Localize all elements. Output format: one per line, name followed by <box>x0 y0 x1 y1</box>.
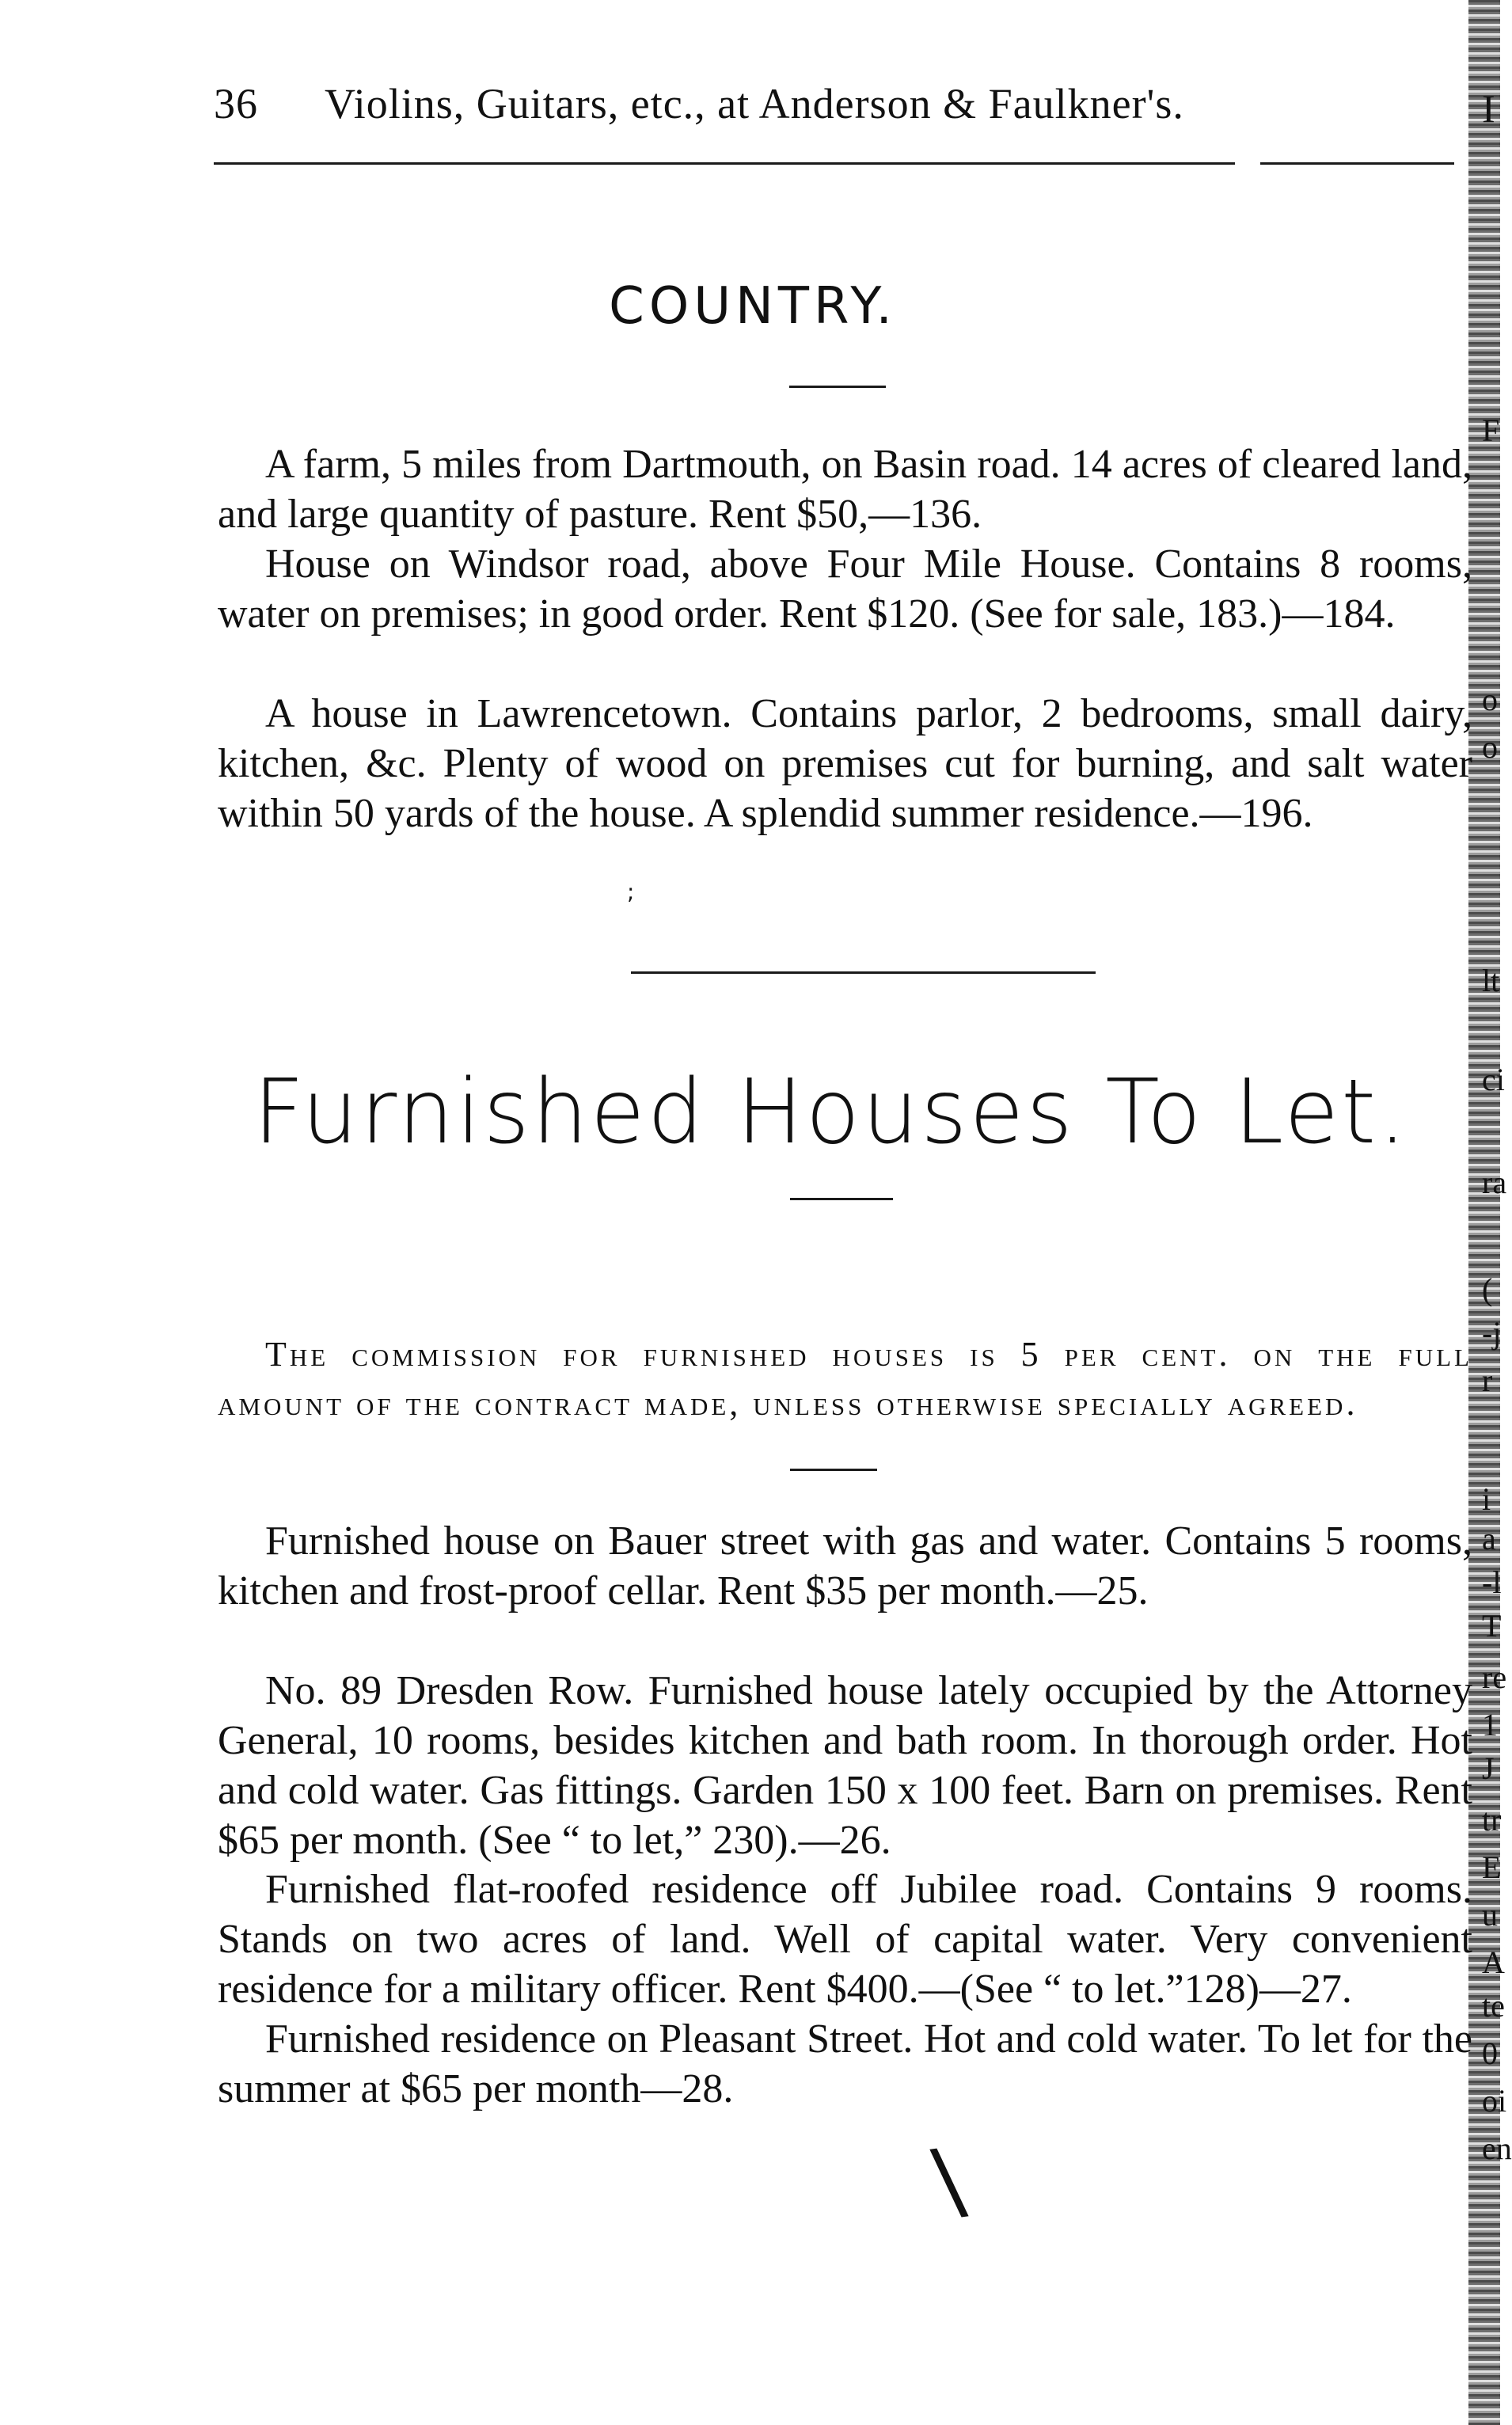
margin-fragment: o <box>1482 729 1498 765</box>
margin-fragment: re <box>1482 1659 1507 1695</box>
section-title-country: COUNTRY. <box>609 277 897 336</box>
margin-fragment: 1 <box>1482 1707 1498 1743</box>
header-rule-left <box>214 162 1235 165</box>
furnished-title-rule <box>790 1198 893 1200</box>
margin-fragment: T <box>1482 1608 1502 1644</box>
margin-fragment: r <box>1482 1363 1493 1398</box>
margin-fragment: J <box>1482 1750 1495 1786</box>
commission-notice: The commission for furnished houses is 5 per cent. on the full amount of the contract made, unless otherwise specially agreed. <box>218 1335 1472 1423</box>
header-rule-right <box>1260 162 1454 165</box>
margin-fragment: o <box>1482 682 1498 717</box>
listing-furnished-pleasant: Furnished residence on Pleasant Street. Hot and cold water. To let for the summer at $65 per month—28. <box>218 2016 1472 2111</box>
margin-fragment: oi <box>1482 2083 1507 2119</box>
running-header <box>214 79 1370 128</box>
margin-fragment: ra <box>1482 1165 1507 1200</box>
margin-fragment: -j <box>1482 1315 1502 1351</box>
notice-rule <box>790 1469 877 1471</box>
margin-fragment: i <box>1482 1481 1491 1517</box>
listing-furnished-jubilee: Furnished flat-roofed residence off Jubilee road. Contains 9 rooms. Stands on two acres of land. Well of capital water. Very convenient residence for a military officer. Rent $400.—(See “ to let.”128)—27. <box>218 1867 1472 2012</box>
margin-fragment: a <box>1482 1521 1496 1556</box>
margin-fragment: te <box>1482 1988 1505 2024</box>
section-title-furnished: Furnished Houses To Let. <box>253 1061 1409 1164</box>
margin-fragment: ( <box>1482 1271 1493 1307</box>
margin-fragment: F <box>1482 412 1500 448</box>
margin-header-glyph: I <box>1482 86 1495 131</box>
listing-country-windsor: House on Windsor road, above Four Mile House. Contains 8 rooms, water on premises; in good order. Rent $120. (See for sale, 183.)—184. <box>218 542 1472 637</box>
listing-country-farm: A farm, 5 miles from Dartmouth, on Basin road. 14 acres of cleared land, and large quantity of pasture. Rent $50,—136. <box>218 442 1472 537</box>
margin-fragment: lt <box>1482 963 1500 998</box>
listing-furnished-bauer: Furnished house on Bauer street with gas and water. Contains 5 rooms, kitchen and frost-proof cellar. Rent $35 per month.—25. <box>218 1518 1472 1613</box>
stray-dot-mark: ; <box>627 879 635 905</box>
margin-fragment: A <box>1482 1944 1505 1980</box>
margin-fragment: u <box>1482 1897 1498 1933</box>
listing-country-lawrencetown: A house in Lawrencetown. Contains parlor, 2 bedrooms, small dairy, kitchen, &c. Plenty of wood on premises cut for burning, and salt water within 50 yards of the house. A splendid summer residence.—196. <box>218 691 1472 836</box>
running-head: Violins, Guitars, etc., at Anderson & Faulkner's. <box>325 80 1184 127</box>
stray-backslash-mark: \ <box>927 2128 971 2233</box>
country-title-rule <box>789 386 886 388</box>
margin-fragment: tr <box>1482 1802 1502 1838</box>
listing-furnished-dresden: No. 89 Dresden Row. Furnished house lately occupied by the Attorney General, 10 rooms, besides kitchen and bath room. In thorough order. Hot and cold water. Gas fittings. Garden 150 x 100 feet. Barn on premises. Rent $65 per month. (See “ to let,” 230).—26. <box>218 1668 1472 1863</box>
section-divider-rule <box>631 971 1096 974</box>
margin-fragment: en <box>1482 2130 1512 2166</box>
page-number: 36 <box>214 80 258 127</box>
margin-fragment: 0 <box>1482 2035 1498 2071</box>
margin-fragment: -l <box>1482 1564 1502 1600</box>
margin-fragment: E <box>1482 1849 1502 1885</box>
margin-fragment: ci <box>1482 1062 1505 1097</box>
